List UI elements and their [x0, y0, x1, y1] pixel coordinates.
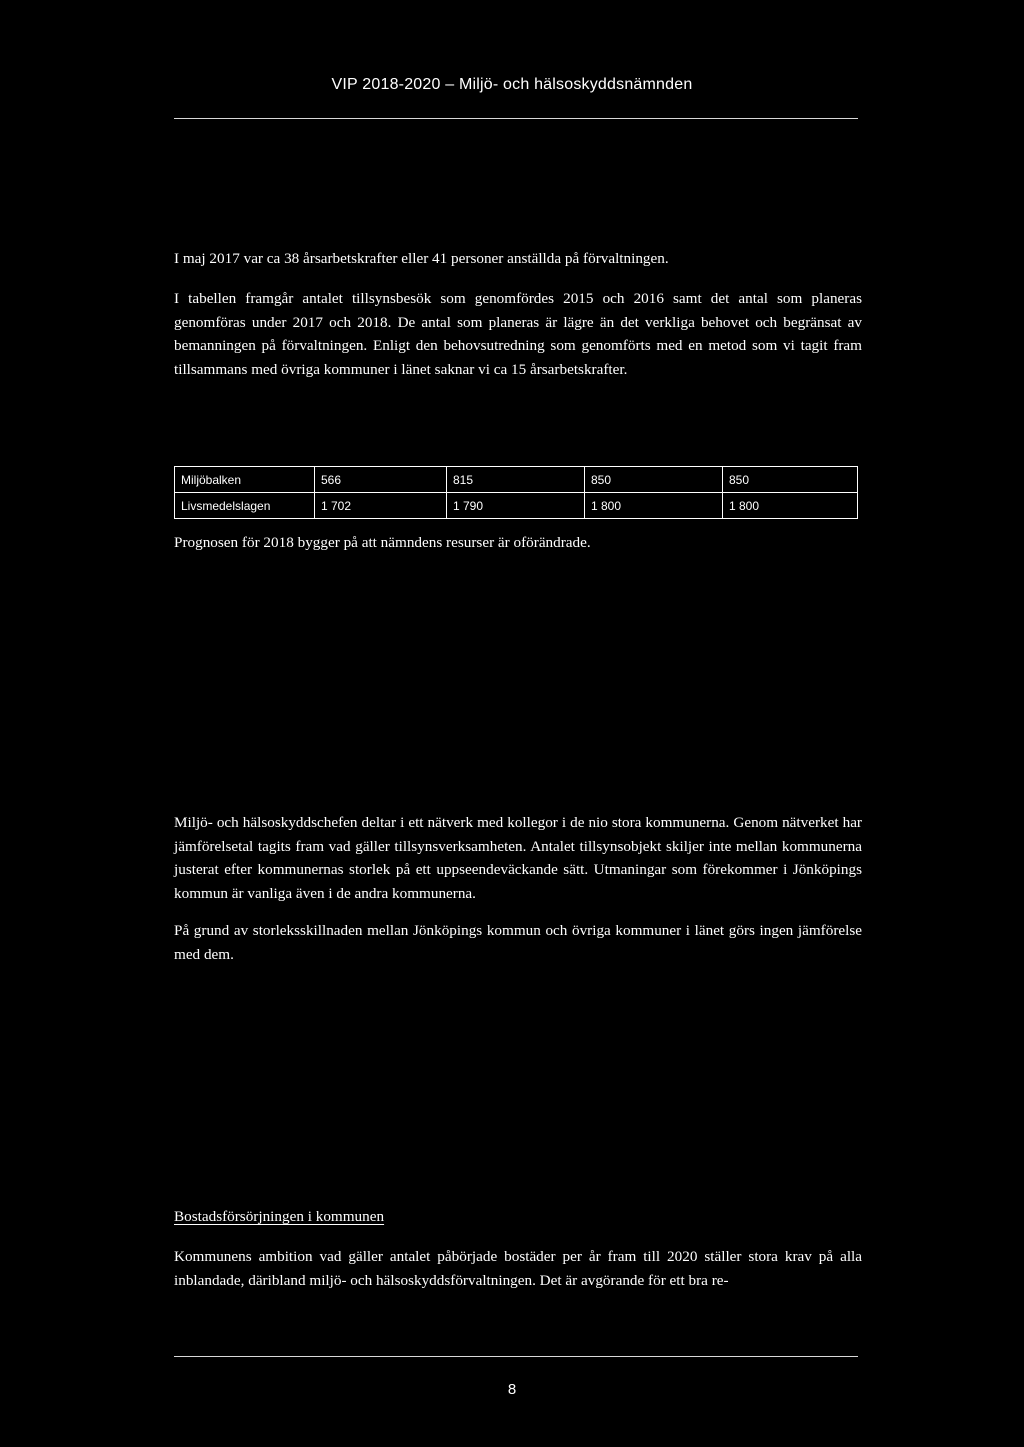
- paragraph-staffing: I maj 2017 var ca 38 årsarbetskrafter eller 41 personer anställda på förvaltningen.: [174, 250, 669, 267]
- page-number: 8: [507, 1381, 517, 1398]
- paragraph-comparison: På grund av storleksskillnaden mellan Jönköpings kommun och övriga kommuner i länet görs ingen jämförelse med dem.: [174, 922, 862, 963]
- table-cell: 850: [723, 467, 858, 493]
- footer-divider: [174, 1356, 858, 1357]
- section-heading: Bostadsförsörjningen i kommunen: [174, 1208, 385, 1225]
- table-cell: 815: [447, 467, 585, 493]
- table-cell: 1 790: [447, 493, 585, 519]
- table-cell: 850: [585, 467, 723, 493]
- table-cell: 1 800: [723, 493, 858, 519]
- paragraph-housing: Kommunens ambition vad gäller antalet påbörjade bostäder per år fram till 2020 ställer stora krav på alla inblandade, däribland miljö- och hälsoskyddsförvaltningen. Det är avgörande för ett bra re-: [174, 1248, 862, 1289]
- table-cell-label: Miljöbalken: [175, 467, 315, 493]
- table-cell-label: Livsmedelslagen: [175, 493, 315, 519]
- table-cell: 566: [315, 467, 447, 493]
- document-header-title: VIP 2018-2020 – Miljö- och hälsoskyddsnämnden: [331, 76, 693, 93]
- paragraph-network: Miljö- och hälsoskyddschefen deltar i ett nätverk med kollegor i de nio stora kommunerna. Genom nätverket har jämförelsetal tagits fram vad gäller tillsynsverksamheten. Antalet tillsynsobjekt skiljer inte mellan kommunerna justerat efter kommunernas storlek på ett uppseendeväckande sätt. Utmaningar som förekommer i Jönköpings kommun är vanliga även i de andra kommunerna.: [174, 814, 862, 902]
- header-divider: [174, 118, 858, 119]
- inspection-table: [174, 466, 858, 519]
- table-row: [175, 493, 858, 519]
- paragraph-prognosis: Prognosen för 2018 bygger på att nämndens resurser är oförändrade.: [174, 534, 591, 551]
- table-cell: 1 702: [315, 493, 447, 519]
- paragraph-inspection-visits: I tabellen framgår antalet tillsynsbesök som genomfördes 2015 och 2016 samt det antal som planeras genomföras under 2017 och 2018. De antal som planeras är lägre än det verkliga behovet och begränsat av bemanningen på förvaltningen. Enligt den behovsutredning som genomförts med en metod som vi tagit fram tillsammans med övriga kommuner i länet saknar vi ca 15 årsarbetskrafter.: [174, 290, 862, 378]
- table-cell: 1 800: [585, 493, 723, 519]
- table-row: [175, 467, 858, 493]
